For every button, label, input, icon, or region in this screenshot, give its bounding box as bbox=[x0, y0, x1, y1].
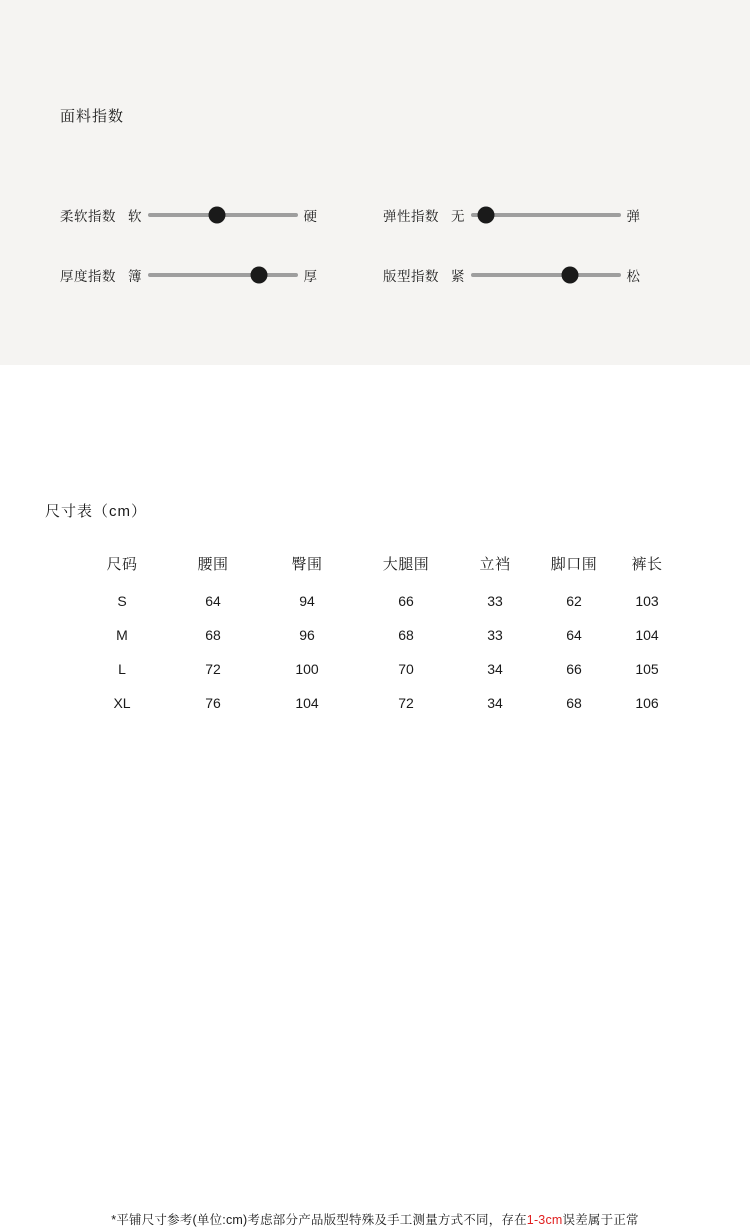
table-header-cell: 臀围 bbox=[291, 556, 323, 573]
table-cell: 33 bbox=[487, 593, 503, 609]
table-row bbox=[78, 584, 678, 618]
fabric-index-softness-right-cap: 硬 bbox=[303, 209, 317, 224]
table-header-cell: 大腿围 bbox=[382, 556, 430, 573]
fabric-index-elasticity bbox=[383, 203, 640, 227]
fabric-index-thickness bbox=[60, 263, 317, 287]
footnote-suffix: 误差属于正常 bbox=[562, 1213, 639, 1227]
fabric-index-thickness-knob[interactable] bbox=[250, 267, 267, 284]
table-cell: 33 bbox=[487, 627, 503, 643]
table-row bbox=[78, 652, 678, 686]
table-cell: 94 bbox=[299, 593, 315, 609]
table-cell: 104 bbox=[635, 627, 659, 643]
table-cell: L bbox=[118, 661, 126, 677]
size-chart-title: 尺寸表（cm） bbox=[45, 503, 147, 520]
fabric-index-thickness-right-cap: 厚 bbox=[303, 269, 317, 284]
table-cell: 105 bbox=[635, 661, 659, 677]
table-cell: 34 bbox=[487, 695, 503, 711]
table-header-row bbox=[78, 545, 678, 584]
table-cell: 96 bbox=[299, 627, 315, 643]
fabric-index-thickness-left-cap: 簿 bbox=[128, 269, 142, 284]
fabric-index-softness bbox=[60, 203, 317, 227]
table-row bbox=[78, 618, 678, 652]
table-cell: M bbox=[116, 627, 128, 643]
fabric-index-softness-label: 柔软指数 bbox=[60, 209, 116, 224]
footnote-highlight: 1-3cm bbox=[526, 1213, 563, 1227]
table-cell: 68 bbox=[205, 627, 221, 643]
fabric-index-softness-left-cap: 软 bbox=[128, 209, 142, 224]
table-cell: 72 bbox=[398, 695, 414, 711]
fabric-index-elasticity-slider[interactable] bbox=[471, 213, 621, 217]
table-cell: 66 bbox=[398, 593, 414, 609]
fabric-index-elasticity-right-cap: 弹 bbox=[626, 209, 640, 224]
fabric-index-thickness-slider[interactable] bbox=[148, 273, 298, 277]
table-row bbox=[78, 686, 678, 720]
table-cell: 64 bbox=[205, 593, 221, 609]
fabric-index-panel bbox=[0, 0, 750, 365]
fabric-index-thickness-label: 厚度指数 bbox=[60, 269, 116, 284]
table-header-cell: 尺码 bbox=[106, 556, 138, 573]
size-chart-table bbox=[78, 545, 678, 720]
fabric-index-fit-right-cap: 松 bbox=[626, 269, 640, 284]
table-cell: 104 bbox=[295, 695, 319, 711]
fabric-index-elasticity-left-cap: 无 bbox=[451, 209, 465, 224]
table-cell: 68 bbox=[566, 695, 582, 711]
table-cell: S bbox=[117, 593, 127, 609]
table-cell: 64 bbox=[566, 627, 582, 643]
table-cell: 106 bbox=[635, 695, 659, 711]
fabric-index-elasticity-knob[interactable] bbox=[477, 207, 494, 224]
table-cell: 103 bbox=[635, 593, 659, 609]
table-header-cell: 腰围 bbox=[197, 556, 229, 573]
table-cell: 66 bbox=[566, 661, 582, 677]
fabric-index-softness-knob[interactable] bbox=[208, 207, 225, 224]
fabric-index-elasticity-label: 弹性指数 bbox=[383, 209, 439, 224]
table-cell: XL bbox=[113, 695, 131, 711]
table-cell: 76 bbox=[205, 695, 221, 711]
fabric-index-fit-knob[interactable] bbox=[561, 267, 578, 284]
fabric-index-fit-label: 版型指数 bbox=[383, 269, 439, 284]
fabric-index-fit-left-cap: 紧 bbox=[451, 269, 465, 284]
fabric-index-softness-slider[interactable] bbox=[148, 213, 298, 217]
table-cell: 72 bbox=[205, 661, 221, 677]
size-chart-footnote bbox=[0, 1210, 750, 1228]
table-header-cell: 立裆 bbox=[479, 556, 511, 573]
table-cell: 34 bbox=[487, 661, 503, 677]
table-header-cell: 脚口围 bbox=[550, 556, 598, 573]
table-header-cell: 裤长 bbox=[631, 556, 663, 573]
footnote-prefix: *平铺尺寸参考(单位:cm)考虑部分产品版型特殊及手工测量方式不同，存在 bbox=[111, 1213, 527, 1227]
table-cell: 68 bbox=[398, 627, 414, 643]
table-cell: 62 bbox=[566, 593, 582, 609]
fabric-index-title: 面料指数 bbox=[60, 108, 125, 125]
table-cell: 100 bbox=[295, 661, 319, 677]
table-cell: 70 bbox=[398, 661, 414, 677]
fabric-index-fit-slider[interactable] bbox=[471, 273, 621, 277]
fabric-index-fit bbox=[383, 263, 640, 287]
